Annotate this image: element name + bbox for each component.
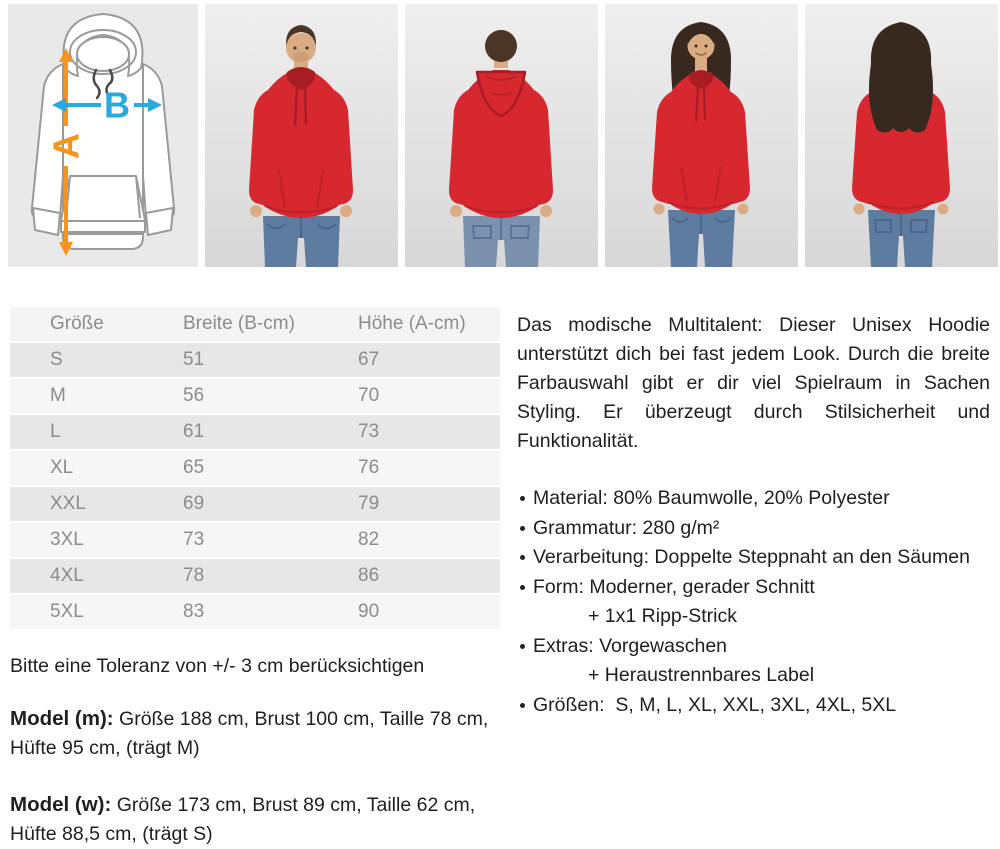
width-cell: 78 bbox=[183, 565, 205, 586]
table-row bbox=[10, 379, 500, 413]
table-row bbox=[10, 451, 500, 485]
feature-item bbox=[517, 543, 990, 573]
height-cell: 86 bbox=[358, 565, 380, 586]
feature-item bbox=[517, 514, 990, 544]
product-gallery bbox=[0, 0, 1000, 267]
size-info-column bbox=[0, 305, 500, 849]
female-model-front-photo bbox=[605, 4, 798, 267]
photo-male-back-tile[interactable] bbox=[405, 4, 598, 267]
width-cell: 61 bbox=[183, 421, 205, 442]
height-cell: 90 bbox=[358, 601, 380, 622]
tolerance-note: Bitte eine Toleranz von +/- 3 cm berücksichtigen bbox=[10, 655, 425, 677]
bullet-dot bbox=[520, 555, 525, 560]
col-header-height: Höhe (A-cm) bbox=[358, 313, 466, 334]
product-details bbox=[0, 305, 1000, 849]
size-cell: 5XL bbox=[50, 601, 84, 622]
height-cell: 67 bbox=[358, 349, 380, 370]
width-cell: 51 bbox=[183, 349, 205, 370]
feature-text: Extras: Vorgewaschen bbox=[533, 634, 728, 657]
width-cell: 83 bbox=[183, 601, 205, 622]
feature-text: Form: Moderner, gerader Schnitt bbox=[533, 575, 815, 598]
male-model-front-photo bbox=[205, 4, 398, 267]
col-header-width: Breite (B-cm) bbox=[183, 313, 295, 334]
size-cell: S bbox=[50, 349, 63, 370]
table-row bbox=[10, 559, 500, 593]
model-w-info bbox=[10, 790, 497, 849]
feature-item bbox=[517, 573, 990, 603]
height-cell: 70 bbox=[358, 385, 380, 406]
feature-text: + Heraustrennbares Label bbox=[588, 664, 815, 686]
model-m-text: Größe 188 cm, Brust 100 cm, Taille 78 cm, Hüfte 95 cm, (trägt M) bbox=[10, 708, 489, 759]
size-cell: M bbox=[50, 385, 66, 406]
description-column bbox=[517, 305, 990, 849]
width-cell: 56 bbox=[183, 385, 205, 406]
feature-item-continuation bbox=[517, 661, 990, 691]
feature-text: Verarbeitung: Doppelte Steppnaht an den Säumen bbox=[533, 546, 970, 568]
size-cell: 3XL bbox=[50, 529, 84, 550]
size-diagram-tile[interactable] bbox=[8, 4, 198, 267]
table-row bbox=[10, 343, 500, 377]
feature-list bbox=[517, 484, 990, 720]
bullet-dot bbox=[520, 496, 525, 501]
height-cell: 76 bbox=[358, 457, 380, 478]
feature-text: Grammatur: 280 g/m² bbox=[533, 516, 720, 539]
width-cell: 69 bbox=[183, 493, 205, 514]
width-cell: 65 bbox=[183, 457, 205, 478]
product-description: Das modische Multitalent: Dieser Unisex Hoodie unterstützt dich bei fast jedem Look. Durch die breite Farbauswahl gibt er dir viel Spielraum in Sachen Styling. Er überzeugt durch Stilsicherheit und Funktionalität. bbox=[517, 314, 990, 452]
feature-text: Größen: S, M, L, XL, XXL, 3XL, 4XL, 5XL bbox=[533, 693, 897, 716]
photo-male-front-tile[interactable] bbox=[205, 4, 398, 267]
bullet-dot bbox=[520, 703, 525, 708]
male-model-back-photo bbox=[405, 4, 598, 267]
height-cell: 73 bbox=[358, 421, 380, 442]
bullet-dot bbox=[520, 644, 525, 649]
bullet-dot bbox=[520, 526, 525, 531]
feature-text: + 1x1 Ripp-Strick bbox=[588, 605, 738, 627]
feature-text: Material: 80% Baumwolle, 20% Polyester bbox=[533, 487, 890, 509]
table-row bbox=[10, 595, 500, 629]
label-A: A bbox=[45, 133, 87, 159]
size-cell: XXL bbox=[50, 493, 86, 514]
size-table bbox=[10, 305, 500, 631]
height-cell: 82 bbox=[358, 529, 380, 550]
label-B: B bbox=[104, 84, 130, 126]
feature-item bbox=[517, 691, 990, 721]
model-w-text: Größe 173 cm, Brust 89 cm, Taille 62 cm, Hüfte 88,5 cm, (trägt S) bbox=[10, 794, 476, 845]
model-m-label: Model (m): bbox=[10, 707, 114, 730]
photo-female-front-tile[interactable] bbox=[605, 4, 798, 267]
feature-item bbox=[517, 484, 990, 514]
size-cell: L bbox=[50, 421, 61, 442]
table-row bbox=[10, 415, 500, 449]
table-row bbox=[10, 523, 500, 557]
model-m-info bbox=[10, 704, 497, 763]
feature-item-continuation bbox=[517, 602, 990, 632]
height-cell: 79 bbox=[358, 493, 380, 514]
photo-female-back-tile[interactable] bbox=[805, 4, 998, 267]
table-row bbox=[10, 487, 500, 521]
size-cell: 4XL bbox=[50, 565, 84, 586]
bullet-dot bbox=[520, 585, 525, 590]
female-model-back-photo bbox=[805, 4, 998, 267]
width-cell: 73 bbox=[183, 529, 205, 550]
hoodie-measurement-diagram bbox=[8, 4, 198, 267]
feature-item bbox=[517, 632, 990, 662]
size-cell: XL bbox=[50, 457, 74, 478]
table-header-row bbox=[10, 307, 500, 341]
col-header-size: Größe bbox=[50, 313, 104, 334]
model-w-label: Model (w): bbox=[10, 793, 112, 816]
